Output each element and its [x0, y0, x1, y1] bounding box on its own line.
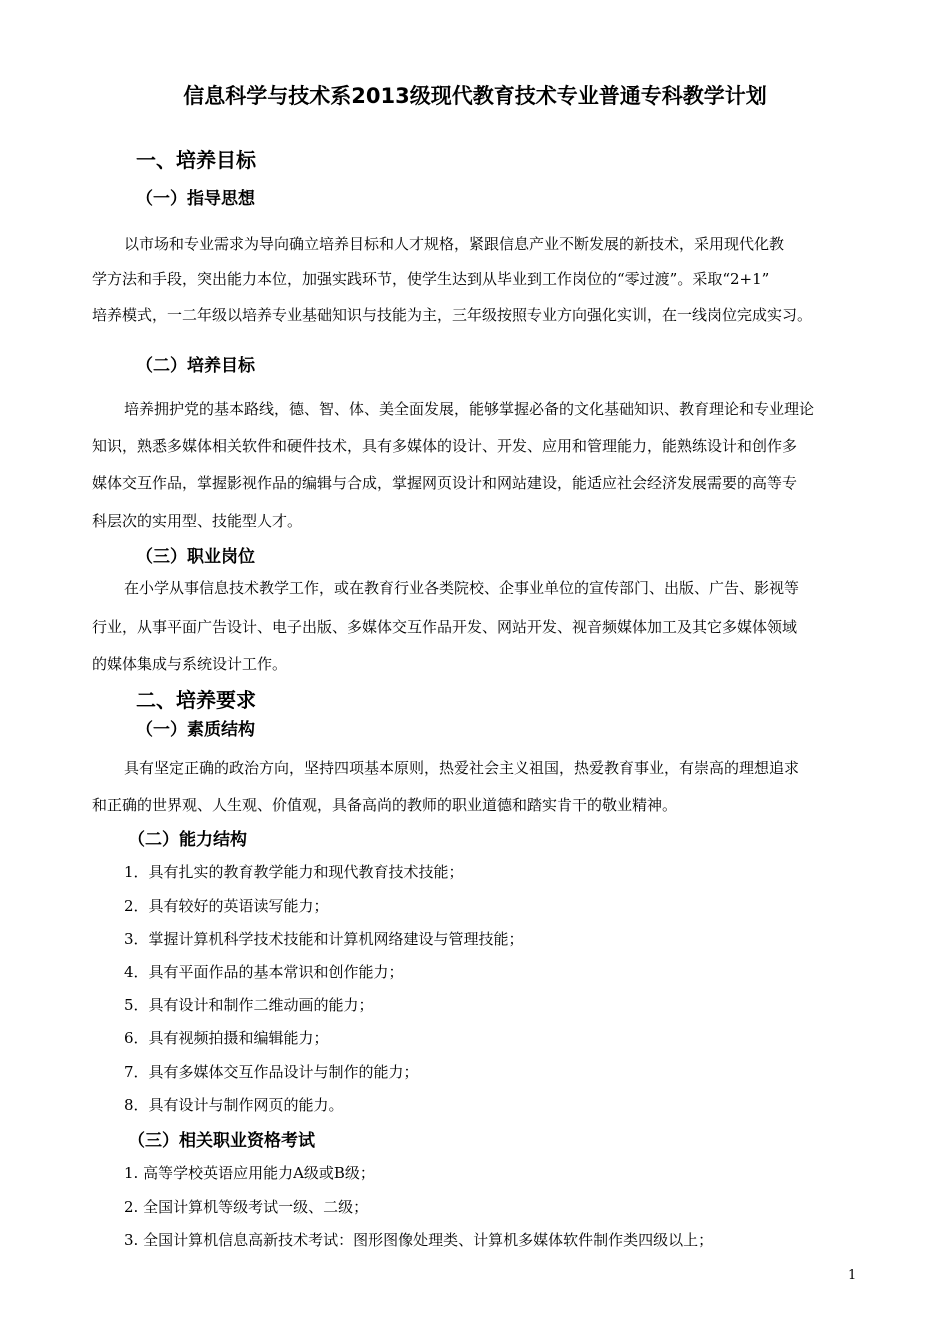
subsection-heading-positions: （三）职业岗位 — [136, 547, 255, 567]
paragraph-line: 和正确的世界观、人生观、价值观，具备高尚的教师的职业道德和踏实肯干的敬业精神。 — [92, 796, 678, 814]
paragraph-line: 知识，熟悉多媒体相关软件和硬件技术，具有多媒体的设计、开发、应用和管理能力，能熟练设计和创作多 — [92, 437, 798, 455]
paragraph-line: 的媒体集成与系统设计工作。 — [92, 655, 288, 673]
list-item: 3. 全国计算机信息高新技术考试：图形图像处理类、计算机多媒体软件制作类四级以上； — [124, 1231, 714, 1249]
list-item: 1. 高等学校英语应用能力A级或B级； — [124, 1164, 375, 1182]
paragraph-line: 培养拥护党的基本路线，德、智、体、美全面发展，能够掌握必备的文化基础知识、教育理论和专业理论 — [124, 400, 815, 418]
paragraph-line: 媒体交互作品，掌握影视作品的编辑与合成，掌握网页设计和网站建设，能适应社会经济发展需要的高等专 — [92, 474, 798, 492]
paragraph-line: 在小学从事信息技术教学工作，或在教育行业各类院校、企事业单位的宣传部门、出版、广告、影视等 — [124, 579, 800, 597]
subsection-heading-goals: （二）培养目标 — [136, 356, 255, 376]
subsection-heading-guiding-ideas: （一）指导思想 — [136, 189, 255, 209]
paragraph-line: 以市场和专业需求为导向确立培养目标和人才规格，紧跟信息产业不断发展的新技术，采用现代化教 — [124, 235, 785, 253]
list-item: 2. 全国计算机等级考试一级、二级； — [124, 1198, 369, 1216]
document-title: 信息科学与技术系2013级现代教育技术专业普通专科教学计划 — [183, 84, 767, 108]
list-item: 2．具有较好的英语读写能力； — [124, 897, 329, 915]
list-item: 7．具有多媒体交互作品设计与制作的能力； — [124, 1063, 419, 1081]
paragraph-line: 学方法和手段，突出能力本位，加强实践环节，使学生达到从毕业到工作岗位的“零过渡”。采取“2+1” — [92, 270, 770, 288]
list-item: 1．具有扎实的教育教学能力和现代教育技术技能； — [124, 863, 464, 881]
list-item: 3．掌握计算机科学技术技能和计算机网络建设与管理技能； — [124, 930, 524, 948]
list-item: 6．具有视频拍摄和编辑能力； — [124, 1029, 329, 1047]
list-item: 8．具有设计与制作网页的能力。 — [124, 1096, 344, 1114]
list-item: 5．具有设计和制作二维动画的能力； — [124, 996, 374, 1014]
subsection-heading-abilities: （二）能力结构 — [128, 830, 247, 850]
subsection-heading-certifications: （三）相关职业资格考试 — [128, 1131, 315, 1151]
paragraph-line: 科层次的实用型、技能型人才。 — [92, 512, 303, 530]
section-heading-requirements: 二、培养要求 — [136, 688, 256, 712]
list-item: 4．具有平面作品的基本常识和创作能力； — [124, 963, 404, 981]
paragraph-line: 行业，从事平面广告设计、电子出版、多媒体交互作品开发、网站开发、视音频媒体加工及其它多媒体领域 — [92, 618, 798, 636]
page-number: 1 — [848, 1268, 857, 1283]
section-heading-training-goals: 一、培养目标 — [136, 148, 256, 172]
paragraph-line: 培养模式，一二年级以培养专业基础知识与技能为主，三年级按照专业方向强化实训，在一线岗位完成实习。 — [92, 306, 813, 324]
paragraph-line: 具有坚定正确的政治方向，坚持四项基本原则，热爱社会主义祖国，热爱教育事业，有崇高的理想追求 — [124, 759, 800, 777]
subsection-heading-quality: （一）素质结构 — [136, 720, 255, 740]
